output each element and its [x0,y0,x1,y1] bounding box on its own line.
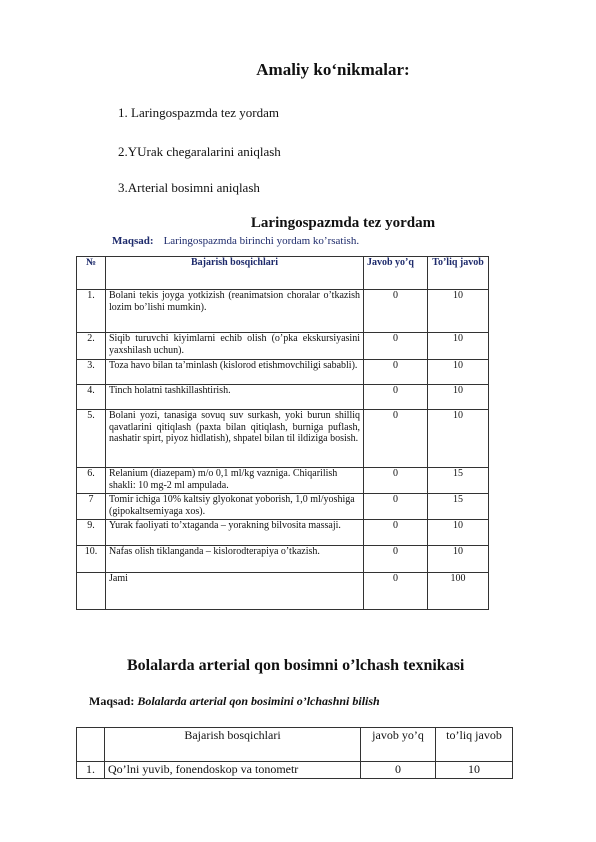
row-step: Yurak faoliyati to’xtaganda – yorakning bilvosita massaji. [106,520,364,546]
row-number: 1. [77,290,106,333]
table-row [77,333,489,360]
row-total-label: Jami [106,573,364,610]
row-full-answer: 10 [436,762,513,779]
row-full-answer: 10 [428,333,489,360]
table-row [77,385,489,410]
section2-title: Bolalarda arterial qon bosimni o’lchash texnikasi [127,657,465,674]
header-no-answer: Javob yo’q [364,257,428,290]
row-step: Bolani tekis joyga yotkizish (reanimatsion choralar o’tkazish lozim bo’lishi mumkin). [106,290,364,333]
section1-goal [112,235,359,247]
skill-item-3: 3.Arterial bosimni aniqlash [118,180,260,195]
row-step: Qo’lni yuvib, fonendoskop va tonometr [105,762,361,779]
row-number: 4. [77,385,106,410]
row-number: 2. [77,333,106,360]
goal-text: Laringospazmda birinchi yordam ko’rsatish. [163,235,360,247]
skill-item-1: 1. Laringospazmda tez yordam [118,105,279,120]
section1-title: Laringospazmda tez yordam [250,215,436,231]
row-number: 1. [77,762,105,779]
row-step: Relanium (diazepam) m/o 0,1 ml/kg vazniga. Chiqarilish shakli: 10 mg-2 ml ampulada. [106,468,364,494]
page-title: Amaliy ko‘nikmalar: [256,60,410,79]
header-steps: Bajarish bosqichlari [105,728,361,762]
row-step: Bolani yozi, tanasiga sovuq suv surkash, yoki burun shilliq qavatlarini qitiqlash (paxta bilan qitiqlash, burniga puflash, nashatir spirt, piyoz hidlatish), shpatel bilan til ildiziga bosish. [106,410,364,468]
row-number: 3. [77,360,106,385]
header-full-answer: to’liq javob [436,728,513,762]
table-row [77,468,489,494]
row-number [77,573,106,610]
row-full-answer: 10 [428,360,489,385]
row-number: 10. [77,546,106,573]
row-step: Toza havo bilan ta’minlash (kislorod etishmovchiligi sababli). [106,360,364,385]
row-no-answer: 0 [364,494,428,520]
row-full-answer: 10 [428,385,489,410]
row-full-answer: 100 [428,573,489,610]
goal-text: Bolalarda arterial qon bosimini o’lchashni bilish [137,694,380,708]
row-no-answer: 0 [364,520,428,546]
row-no-answer: 0 [364,360,428,385]
table-row [77,520,489,546]
header-no-answer: javob yo’q [361,728,436,762]
row-number: 7 [77,494,106,520]
table-row [77,410,489,468]
row-no-answer: 0 [364,410,428,468]
goal-label: Maqsad: [112,235,154,247]
row-step: Tinch holatni tashkillashtirish. [106,385,364,410]
goal-label: Maqsad: [89,694,135,708]
steps-table-1 [76,256,489,610]
row-full-answer: 10 [428,546,489,573]
row-no-answer: 0 [364,385,428,410]
row-no-answer: 0 [364,573,428,610]
row-full-answer: 15 [428,494,489,520]
row-no-answer: 0 [361,762,436,779]
table-total-row [77,573,489,610]
row-full-answer: 10 [428,410,489,468]
section2-goal [89,694,380,709]
row-number: 9. [77,520,106,546]
table-header-row [77,257,489,290]
header-number: № [77,257,106,290]
row-step: Nafas olish tiklanganda – kislorodterapiya o’tkazish. [106,546,364,573]
row-full-answer: 15 [428,468,489,494]
row-number: 5. [77,410,106,468]
header-number [77,728,105,762]
row-number: 6. [77,468,106,494]
row-full-answer: 10 [428,520,489,546]
skill-item-2: 2.YUrak chegaralarini aniqlash [118,144,281,159]
row-step: Tomir ichiga 10% kaltsiy glyokonat yoborish, 1,0 ml/yoshiga (gipokaltsemiyaga xos). [106,494,364,520]
header-full-answer: To’liq javob [428,257,489,290]
table-row [77,494,489,520]
row-no-answer: 0 [364,290,428,333]
row-step: Siqib turuvchi kiyimlarni echib olish (o’pka ekskursiyasini yaxshilash uchun). [106,333,364,360]
table-row [77,546,489,573]
row-no-answer: 0 [364,468,428,494]
row-no-answer: 0 [364,333,428,360]
header-steps: Bajarish bosqichlari [106,257,364,290]
table-header-row [77,728,513,762]
row-full-answer: 10 [428,290,489,333]
table-row [77,762,513,779]
row-no-answer: 0 [364,546,428,573]
table-row [77,290,489,333]
table-row [77,360,489,385]
steps-table-2 [76,727,513,779]
